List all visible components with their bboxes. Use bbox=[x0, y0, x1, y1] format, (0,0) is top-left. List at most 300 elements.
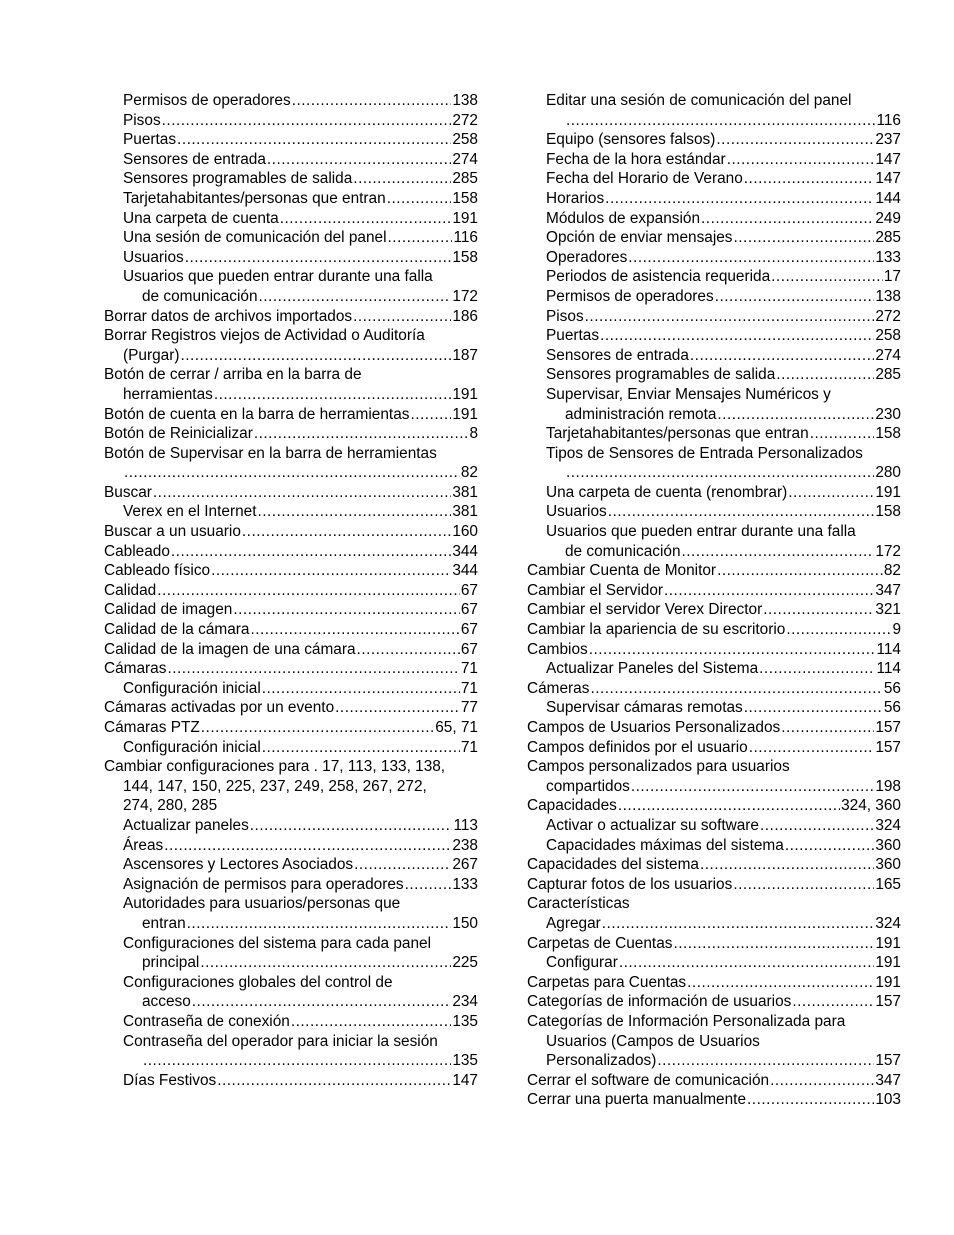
page-number: 71 bbox=[460, 738, 478, 756]
index-entry-text: Configuraciones globales del control de bbox=[123, 973, 393, 991]
index-entry-term: Capacidades del sistema bbox=[527, 856, 699, 874]
index-entry bbox=[104, 189, 478, 209]
leader-dots bbox=[257, 502, 451, 522]
leader-dots bbox=[211, 561, 451, 581]
index-entry bbox=[527, 502, 901, 522]
index-entry-term: Capturar fotos de los usuarios bbox=[527, 875, 733, 893]
index-entry-term: Campos definidos por el usuario bbox=[527, 738, 748, 756]
index-entry bbox=[527, 130, 901, 150]
index-entry-term: herramientas bbox=[123, 385, 213, 403]
index-entry bbox=[104, 169, 478, 189]
index-entry bbox=[104, 640, 478, 660]
leader-dots bbox=[164, 836, 451, 856]
page-number: 324, 360 bbox=[841, 797, 901, 815]
index-entry bbox=[527, 738, 901, 758]
index-entry bbox=[527, 796, 901, 816]
page-number: 172 bbox=[875, 542, 901, 560]
index-entry-text: Cambiar configuraciones para . 17, 113, 133, 138, bbox=[104, 758, 446, 776]
page-number: 158 bbox=[875, 503, 901, 521]
index-entry-text: Botón de cerrar / arriba en la barra de bbox=[104, 366, 362, 384]
index-entry-text: Campos personalizados para usuarios bbox=[527, 758, 790, 776]
page-number: 103 bbox=[875, 1091, 901, 1109]
page-number: 147 bbox=[875, 150, 901, 168]
page-number: 272 bbox=[875, 307, 901, 325]
leader-dots bbox=[602, 914, 875, 934]
page-number: 158 bbox=[875, 425, 901, 443]
leader-dots bbox=[781, 718, 874, 738]
index-entry bbox=[527, 424, 901, 444]
index-entry bbox=[527, 326, 901, 346]
leader-dots bbox=[585, 307, 875, 327]
leader-dots bbox=[733, 875, 874, 895]
index-column-left bbox=[104, 91, 478, 1090]
index-entry-term: Botón de cuenta en la barra de herramientas bbox=[104, 405, 410, 423]
index-entry-term: Puertas bbox=[546, 327, 600, 345]
page-number: 280 bbox=[875, 464, 901, 482]
index-entry-term: Cableado bbox=[104, 542, 170, 560]
index-entry-term: Áreas bbox=[123, 836, 164, 854]
leader-dots bbox=[185, 248, 452, 268]
index-entry bbox=[104, 542, 478, 562]
index-entry bbox=[527, 836, 901, 856]
leader-dots bbox=[566, 463, 874, 483]
leader-dots bbox=[786, 620, 891, 640]
index-entry-term: Carpetas para Cuentas bbox=[527, 973, 687, 991]
page-number: 114 bbox=[876, 640, 901, 658]
leader-dots bbox=[280, 209, 452, 229]
leader-dots bbox=[687, 973, 874, 993]
index-entry-term: Calidad de imagen bbox=[104, 601, 233, 619]
page-number: 67 bbox=[460, 601, 478, 619]
index-entry bbox=[527, 855, 901, 875]
index-entry bbox=[104, 757, 478, 816]
leader-dots bbox=[200, 953, 451, 973]
index-entry bbox=[104, 502, 478, 522]
page-number: 116 bbox=[876, 111, 901, 129]
leader-dots bbox=[788, 483, 874, 503]
leader-dots bbox=[785, 836, 875, 856]
leader-dots bbox=[187, 914, 452, 934]
index-entry-term: Activar o actualizar su software bbox=[546, 816, 759, 834]
index-entry bbox=[104, 718, 478, 738]
index-entry-term: Configurar bbox=[546, 954, 618, 972]
page-number: 272 bbox=[452, 111, 478, 129]
index-entry bbox=[104, 444, 478, 483]
index-entry bbox=[527, 581, 901, 601]
index-entry-term: Operadores bbox=[546, 248, 628, 266]
page-number: 347 bbox=[875, 581, 901, 599]
leader-dots bbox=[143, 1051, 451, 1071]
index-entry-term: Cámeras bbox=[527, 679, 590, 697]
index-entry-term: Módulos de expansión bbox=[546, 209, 701, 227]
index-entry bbox=[104, 424, 478, 444]
page-number: 157 bbox=[875, 993, 901, 1011]
index-entry-term: Agregar bbox=[546, 914, 601, 932]
index-entry-text: Contraseña del operador para iniciar la sesión bbox=[123, 1032, 438, 1050]
page-number: 147 bbox=[875, 170, 901, 188]
index-entry-term: de comunicación bbox=[565, 542, 681, 560]
index-entry bbox=[104, 483, 478, 503]
page-number: 274 bbox=[452, 150, 478, 168]
index-entry bbox=[527, 307, 901, 327]
index-entry-term: Cableado físico bbox=[104, 562, 211, 580]
index-entry bbox=[104, 228, 478, 248]
leader-dots bbox=[153, 483, 451, 503]
index-entry-term: Actualizar paneles bbox=[123, 816, 249, 834]
index-entry-term: Buscar a un usuario bbox=[104, 523, 241, 541]
index-entry-term: Fecha del Horario de Verano bbox=[546, 170, 743, 188]
leader-dots bbox=[157, 581, 460, 601]
leader-dots bbox=[619, 953, 874, 973]
index-entry-term: Cámaras PTZ bbox=[104, 719, 200, 736]
page-number: 133 bbox=[452, 875, 478, 893]
leader-dots bbox=[771, 267, 883, 287]
page-number: 77 bbox=[460, 699, 478, 717]
leader-dots bbox=[388, 228, 453, 248]
index-entry bbox=[527, 150, 901, 170]
leader-dots bbox=[792, 992, 874, 1012]
index-entry-term: Usuarios bbox=[546, 503, 607, 521]
index-entry-text: Categorías de Información Personalizada para bbox=[527, 1012, 846, 1030]
index-entry bbox=[527, 267, 901, 287]
index-entry-term: Sensores de entrada bbox=[546, 346, 689, 364]
index-entry-text: Borrar Registros viejos de Actividad o Auditoría bbox=[104, 327, 425, 345]
leader-dots bbox=[716, 130, 874, 150]
page-number: 71 bbox=[460, 679, 478, 697]
leader-dots bbox=[250, 620, 459, 640]
page-number: 234 bbox=[452, 993, 478, 1011]
index-entry bbox=[527, 718, 901, 738]
page-number: 17 bbox=[883, 268, 901, 286]
index-entry-term: Una sesión de comunicación del panel bbox=[123, 229, 387, 247]
index-entry bbox=[527, 522, 901, 561]
leader-dots bbox=[254, 424, 469, 444]
page-number: 324 bbox=[875, 816, 901, 834]
index-entry bbox=[104, 581, 478, 601]
index-entry-text: Autoridades para usuarios/personas que bbox=[123, 895, 401, 913]
leader-dots bbox=[628, 248, 874, 268]
index-entry-term: Permisos de operadores bbox=[546, 287, 714, 305]
index-entry-term: Buscar bbox=[104, 483, 152, 501]
index-entry-term: Cambios bbox=[527, 640, 588, 658]
index-entry bbox=[104, 111, 478, 131]
index-entry-text: Tipos de Sensores de Entrada Personalizados bbox=[546, 444, 863, 462]
page-number: 150 bbox=[452, 914, 478, 932]
index-entry-term: Horarios bbox=[546, 189, 605, 207]
index-entry-term: Configuración inicial bbox=[123, 738, 261, 756]
index-entry bbox=[527, 346, 901, 366]
leader-dots bbox=[167, 659, 459, 679]
leader-dots bbox=[162, 111, 452, 131]
page-number: 249 bbox=[875, 209, 901, 227]
page-number: 324 bbox=[875, 914, 901, 932]
leader-dots bbox=[618, 796, 840, 816]
index-entry bbox=[104, 365, 478, 404]
index-entry bbox=[527, 1071, 901, 1091]
index-entry-text: Usuarios que pueden entrar durante una falla bbox=[546, 523, 856, 541]
page-number: 144 bbox=[875, 189, 901, 207]
index-entry-term: Días Festivos bbox=[123, 1071, 217, 1089]
index-entry bbox=[527, 365, 901, 385]
index-entry-term: Pisos bbox=[546, 307, 584, 325]
index-entry bbox=[104, 267, 478, 306]
index-entry-term: Opción de enviar mensajes bbox=[546, 229, 733, 247]
index-entry bbox=[104, 1071, 478, 1091]
leader-dots bbox=[180, 346, 451, 366]
index-entry-term: Cerrar una puerta manualmente bbox=[527, 1091, 747, 1109]
page-number: 71 bbox=[460, 660, 478, 678]
leader-dots bbox=[744, 698, 883, 718]
leader-dots bbox=[267, 150, 451, 170]
leader-dots bbox=[717, 561, 883, 581]
page-number: 135 bbox=[452, 1012, 478, 1030]
index-entry bbox=[104, 150, 478, 170]
leader-dots bbox=[262, 679, 460, 699]
index-entry bbox=[104, 836, 478, 856]
page-number: 157 bbox=[875, 719, 901, 736]
leader-dots bbox=[405, 875, 452, 895]
leader-dots bbox=[177, 130, 451, 150]
leader-dots bbox=[810, 424, 875, 444]
index-entry bbox=[527, 209, 901, 229]
index-entry bbox=[527, 757, 901, 796]
index-entry-term: Verex en el Internet bbox=[123, 503, 257, 521]
leader-dots bbox=[657, 1051, 874, 1071]
page-number: 67 bbox=[460, 621, 478, 639]
page-number: 114 bbox=[876, 660, 901, 678]
leader-dots bbox=[682, 542, 875, 562]
leader-dots bbox=[357, 640, 460, 660]
page-number: 56 bbox=[883, 679, 901, 697]
page-number: 113 bbox=[453, 816, 478, 834]
index-entry bbox=[104, 326, 478, 365]
index-entry-term: Personalizados) bbox=[546, 1052, 657, 1070]
page-number: 133 bbox=[875, 248, 901, 266]
index-entry bbox=[104, 894, 478, 933]
leader-dots bbox=[201, 718, 434, 738]
index-entry bbox=[527, 228, 901, 248]
page-number: 360 bbox=[875, 856, 901, 874]
index-entry bbox=[527, 600, 901, 620]
index-entry-term: Botón de Reinicializar bbox=[104, 425, 253, 443]
index-entry-text: Configuraciones del sistema para cada panel bbox=[123, 934, 432, 952]
index-entry-term: Cambiar la apariencia de su escritorio bbox=[527, 621, 786, 639]
index-entry bbox=[527, 1012, 901, 1071]
leader-dots bbox=[608, 502, 875, 522]
index-entry-term: Periodos de asistencia requerida bbox=[546, 268, 771, 286]
page-number: 135 bbox=[452, 1052, 478, 1070]
leader-dots bbox=[700, 855, 874, 875]
leader-dots bbox=[690, 346, 874, 366]
index-entry-term: (Purgar) bbox=[123, 346, 180, 364]
leader-dots bbox=[192, 992, 452, 1012]
index-entry bbox=[527, 934, 901, 954]
index-entry-term: Campos de Usuarios Personalizados bbox=[527, 719, 781, 736]
page-number: 165 bbox=[875, 875, 901, 893]
index-entry bbox=[527, 248, 901, 268]
page-number: 191 bbox=[452, 385, 478, 403]
index-entry bbox=[527, 679, 901, 699]
index-entry bbox=[527, 1090, 901, 1110]
page-number: 347 bbox=[875, 1071, 901, 1089]
page-number: 230 bbox=[875, 405, 901, 423]
leader-dots bbox=[600, 326, 874, 346]
index-entry-term: principal bbox=[142, 954, 200, 972]
page-number: 158 bbox=[452, 189, 478, 207]
leader-dots bbox=[664, 581, 874, 601]
leader-dots bbox=[770, 1071, 874, 1091]
index-entry bbox=[104, 738, 478, 758]
index-entry-term: Usuarios bbox=[123, 248, 184, 266]
index-entry bbox=[527, 287, 901, 307]
leader-dots bbox=[259, 287, 452, 307]
page-number: 138 bbox=[452, 92, 478, 109]
page-number: 158 bbox=[452, 248, 478, 266]
page-number: 285 bbox=[875, 366, 901, 384]
index-entry-term: Permisos de operadores bbox=[123, 92, 291, 109]
index-entry bbox=[104, 130, 478, 150]
index-entry-term: Pisos bbox=[123, 111, 161, 129]
index-entry-term: entran bbox=[142, 914, 186, 932]
page-number: 82 bbox=[883, 562, 901, 580]
index-entry bbox=[104, 600, 478, 620]
index-entry-term: Calidad de la cámara bbox=[104, 621, 250, 639]
index-entry-term: acceso bbox=[142, 993, 191, 1011]
index-entry bbox=[527, 816, 901, 836]
index-entry-term: Una carpeta de cuenta bbox=[123, 209, 279, 227]
page-number: 67 bbox=[460, 640, 478, 658]
index-entry-term: Categorías de información de usuarios bbox=[527, 993, 792, 1011]
index-entry bbox=[104, 875, 478, 895]
leader-dots bbox=[776, 365, 874, 385]
page-number: 187 bbox=[452, 346, 478, 364]
leader-dots bbox=[715, 287, 875, 307]
index-entry bbox=[104, 855, 478, 875]
index-entry-text: Usuarios (Campos de Usuarios bbox=[546, 1032, 760, 1050]
page-number: 285 bbox=[452, 170, 478, 188]
page-number: 238 bbox=[452, 836, 478, 854]
index-entry-term: Configuración inicial bbox=[123, 679, 261, 697]
index-entry bbox=[527, 973, 901, 993]
page-number: 258 bbox=[452, 131, 478, 149]
page-number: 198 bbox=[875, 777, 901, 795]
index-entry bbox=[527, 91, 901, 130]
page-number: 258 bbox=[875, 327, 901, 345]
index-entry bbox=[104, 1032, 478, 1071]
index-entry-term: Cambiar el servidor Verex Director bbox=[527, 601, 763, 619]
page-number: 267 bbox=[452, 856, 478, 874]
index-entry bbox=[527, 483, 901, 503]
page-number: 172 bbox=[452, 287, 478, 305]
index-entry-term: Sensores programables de salida bbox=[546, 366, 776, 384]
index-entry-term: Asignación de permisos para operadores bbox=[123, 875, 404, 893]
page-number: 285 bbox=[875, 229, 901, 247]
leader-dots bbox=[242, 522, 451, 542]
leader-dots bbox=[763, 600, 874, 620]
leader-dots bbox=[760, 816, 874, 836]
page-number: 9 bbox=[892, 621, 901, 639]
leader-dots bbox=[124, 463, 460, 483]
index-entry-term: Puertas bbox=[123, 131, 177, 149]
index-entry bbox=[104, 973, 478, 1012]
leader-dots bbox=[759, 659, 875, 679]
leader-dots bbox=[701, 209, 874, 229]
index-entry-term: Equipo (sensores falsos) bbox=[546, 131, 716, 149]
leader-dots bbox=[262, 738, 460, 758]
index-entry-term: Cámaras bbox=[104, 660, 167, 678]
page-number: 116 bbox=[453, 229, 478, 247]
page-number: 157 bbox=[875, 738, 901, 756]
index-entry bbox=[104, 679, 478, 699]
leader-dots bbox=[747, 1090, 874, 1110]
index-entry-term: de comunicación bbox=[142, 287, 258, 305]
leader-dots bbox=[354, 855, 451, 875]
leader-dots bbox=[353, 169, 451, 189]
index-entry-term: Sensores programables de salida bbox=[123, 170, 353, 188]
index-entry bbox=[104, 405, 478, 425]
index-entry bbox=[527, 620, 901, 640]
index-entry bbox=[104, 698, 478, 718]
index-entry bbox=[104, 248, 478, 268]
leader-dots bbox=[250, 816, 453, 836]
leader-dots bbox=[214, 385, 451, 405]
page-number: 381 bbox=[452, 483, 478, 501]
index-entry bbox=[527, 992, 901, 1012]
index-entry-term: Capacidades máximas del sistema bbox=[546, 836, 784, 854]
index-entry-term: Calidad bbox=[104, 581, 157, 599]
page-number: 237 bbox=[875, 131, 901, 149]
page-number: 381 bbox=[452, 503, 478, 521]
index-entry-text: Botón de Supervisar en la barra de herramientas bbox=[104, 444, 437, 462]
index-entry-text: Supervisar, Enviar Mensajes Numéricos y bbox=[546, 385, 831, 403]
index-entry-term: Tarjetahabitantes/personas que entran bbox=[123, 189, 386, 207]
index-entry bbox=[104, 620, 478, 640]
leader-dots bbox=[171, 542, 451, 562]
page-number: 225 bbox=[452, 954, 478, 972]
leader-dots bbox=[589, 640, 876, 660]
leader-dots bbox=[291, 1012, 451, 1032]
leader-dots bbox=[749, 738, 875, 758]
index-entry-term: Cambiar el Servidor bbox=[527, 581, 663, 599]
index-entry-term: Carpetas de Cuentas bbox=[527, 934, 673, 952]
index-entry-term: Calidad de la imagen de una cámara bbox=[104, 640, 356, 658]
page-number: 344 bbox=[452, 562, 478, 580]
index-entry-term: compartidos bbox=[546, 777, 630, 795]
index-entry bbox=[104, 522, 478, 542]
index-entry bbox=[104, 561, 478, 581]
index-entry bbox=[104, 1012, 478, 1032]
index-entry-text: 144, 147, 150, 225, 237, 249, 258, 267, 272, bbox=[123, 777, 427, 795]
index-entry-text: 274, 280, 285 bbox=[123, 797, 218, 815]
leader-dots bbox=[233, 600, 460, 620]
page-number: 191 bbox=[875, 483, 901, 501]
leader-dots bbox=[744, 169, 875, 189]
leader-dots bbox=[335, 698, 460, 718]
page-number: 186 bbox=[452, 307, 478, 325]
leader-dots bbox=[217, 1071, 451, 1091]
index-entry-term: Tarjetahabitantes/personas que entran bbox=[546, 425, 809, 443]
index-column-right bbox=[527, 91, 901, 1110]
index-entry bbox=[527, 875, 901, 895]
page-number: 191 bbox=[875, 973, 901, 991]
index-entry bbox=[527, 385, 901, 424]
page-number: 138 bbox=[875, 287, 901, 305]
leader-dots bbox=[566, 111, 875, 131]
index-entry-text: Usuarios que pueden entrar durante una falla bbox=[123, 268, 433, 286]
page-number: 344 bbox=[452, 542, 478, 560]
index-entry-term: Una carpeta de cuenta (renombrar) bbox=[546, 483, 788, 501]
index-entry bbox=[527, 640, 901, 660]
